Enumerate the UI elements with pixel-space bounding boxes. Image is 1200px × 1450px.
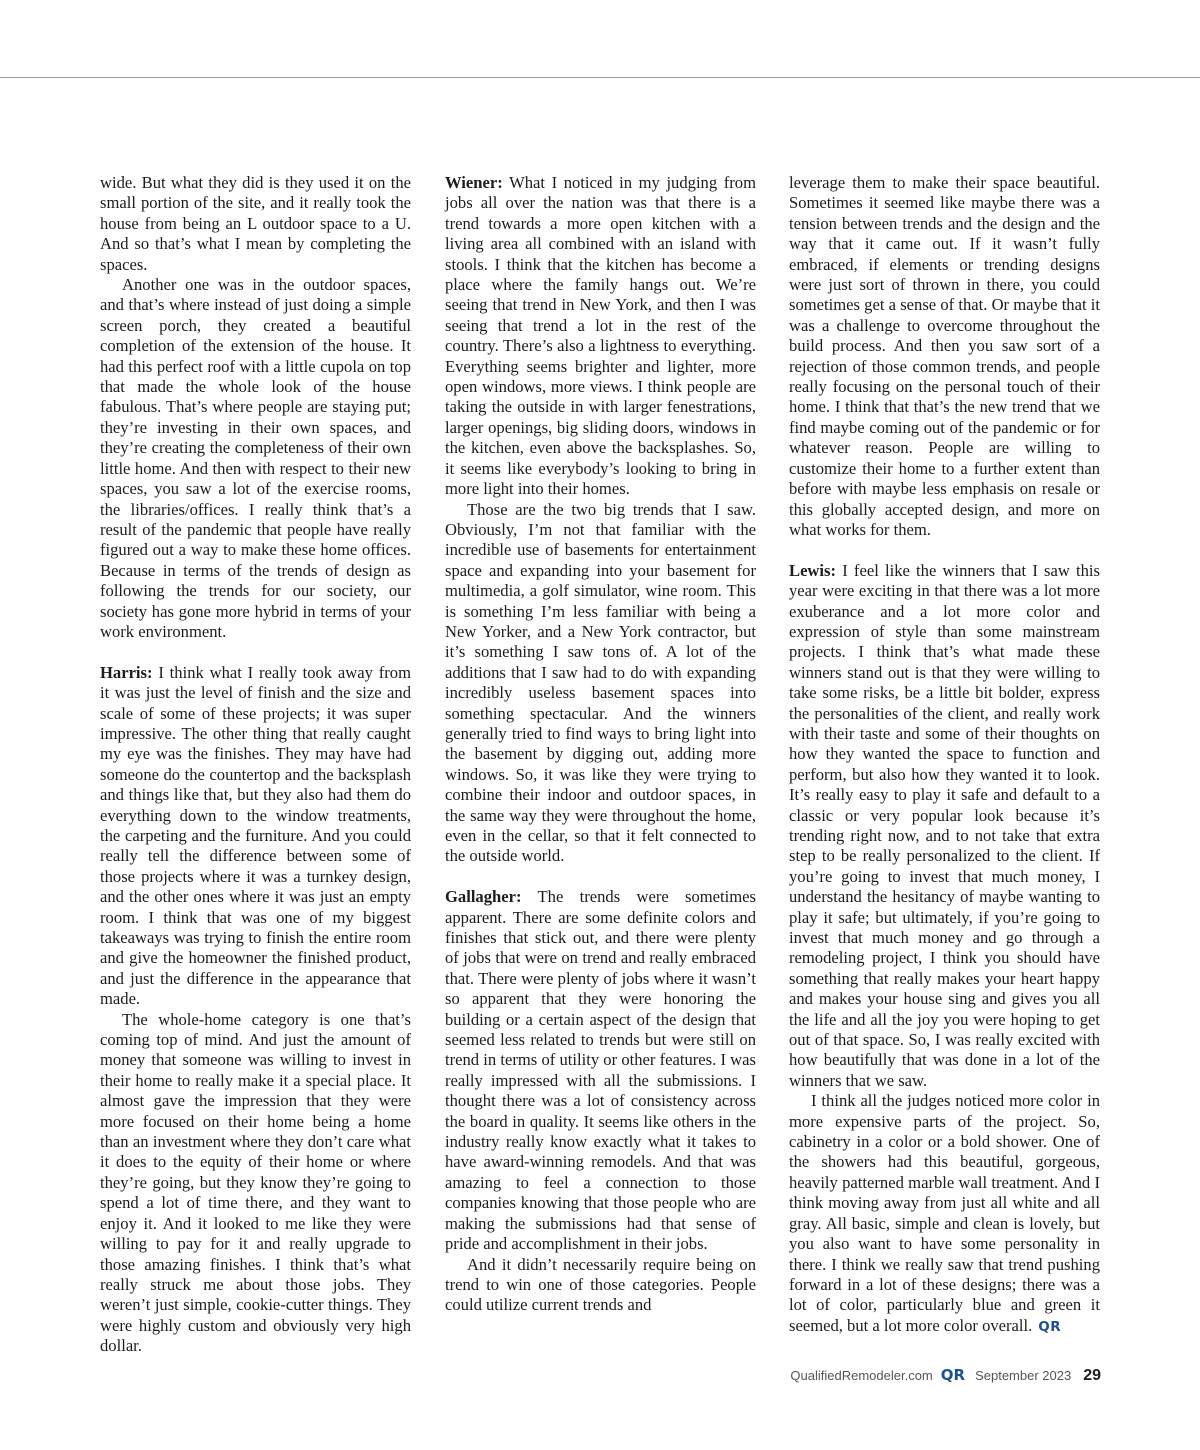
paragraph-wiener	[445, 173, 756, 500]
paragraph: wide. But what they did is they used it on the small portion of the site, and it really took the house from being an L outdoor space to a U. And so that’s what I mean by completing the spaces.	[100, 173, 411, 274]
paragraph: leverage them to make their space beautiful. Sometimes it seemed like maybe there was a tension between trends and the design and the way that it came out. If it wasn’t fully embraced, if elements or trending designs were just sort of thrown in there, you could sometimes get a sense of that. Or maybe that it was a challenge to overcome throughout the build process. And then you saw sort of a rejection of those common trends, and people really focusing on the personal touch of their home. I think that that’s the new trend that we find maybe coming out of the pandemic or for whatever reason. People are willing to customize their home to a further extent than before with maybe less emphasis on resale or this globally accepted design, and more on what works for them.	[789, 173, 1100, 539]
paragraph-gallagher	[445, 887, 756, 1254]
speaker-name: Wiener:	[445, 173, 503, 192]
article-column-2	[445, 173, 756, 1316]
article-column-1	[100, 173, 411, 1357]
paragraph: And it didn’t necessarily require being on trend to win one of those categories. People could utilize current trends and	[445, 1254, 756, 1315]
paragraph-text: I think all the judges noticed more color in more expensive parts of the project. So, cabinetry in a color or a bold shower. One of the showers had this beautiful, gorgeous, heavily patterned marble wall treatment. And I think moving away from just all white and all gray. All basic, simple and clean is lovely, but you also want to have some personality in there. I think we really saw that trend pushing forward in a lot of these designs; there was a lot of color, particularly blue and green it seemed, but a lot more color overall.	[789, 1091, 1100, 1335]
paragraph-text: I think what I really took away from it was just the level of finish and the size and scale of some of these projects; it was super impressive. The other thing that really caught my eye was the finishes. They may have had someone do the countertop and the backsplash and things like that, but they also had them do everything down to the window treatments, the carpeting and the furniture. And you could really tell the difference between some of those projects where it was a turnkey design, and the other ones where it was just an empty room. I think that was one of my biggest takeaways was trying to finish the entire room and give the homeowner the finished product, and just the difference in the appearance that made.	[100, 662, 411, 1009]
paragraph-final	[789, 1091, 1100, 1337]
footer-logo: QR	[940, 1366, 966, 1384]
paragraph-text: What I noticed in my judging from jobs all over the nation was that there is a trend towards a more open kitchen with a living area all combined with an island with stools. I think that the kitchen has become a place where the family hangs out. We’re seeing that trend in New York, and then I was seeing that trend a lot in the rest of the country. There’s also a lightness to everything. Everything seems brighter and lighter, more open windows, more views. I think people are taking the outside in with larger fenestrations, larger openings, big sliding doors, windows in the kitchen, even above the backsplashes. So, it seems like everybody’s looking to bring in more light into their homes.	[445, 173, 756, 499]
page-footer	[790, 1366, 1101, 1385]
speaker-name: Lewis:	[789, 560, 837, 580]
speaker-name: Gallagher:	[445, 887, 522, 907]
footer-site: QualifiedRemodeler.com	[790, 1368, 933, 1383]
speaker-name: Harris:	[100, 662, 153, 682]
paragraph-lewis	[789, 561, 1100, 1092]
paragraph: Those are the two big trends that I saw. Obviously, I’m not that familiar with the incredible use of basements for entertainment space and expanding into your basement for multimedia, a golf simulator, wine room. This is something I’m less familiar with being a New Yorker, and a New York contractor, but it’s something I saw tons of. A lot of the additions that I saw had to do with expanding incredibly useless basement spaces into something spectacular. And the winners generally tried to find ways to bring light into the basement by digging out, adding more windows. So, it was like they were trying to combine their indoor and outdoor spaces, in the same way they were throughout the home, even in the cellar, so that it felt connected to the outside world.	[445, 499, 756, 866]
end-mark-logo: QR	[1038, 1318, 1062, 1335]
page-number: 29	[1083, 1367, 1101, 1384]
paragraph-text: The trends were sometimes apparent. There are some definite colors and finishes that stick out, and there were plenty of jobs that were on trend and really embraced that. There were plenty of jobs where it wasn’t so apparent that they were honoring the building or a certain aspect of the design that seemed less related to trends but were still on trend in terms of utility or other features. I was really impressed with all the submissions. I thought there was a lot of consistency across the board in quality. It seems like others in the industry really know exactly what it takes to have award-winning remodels. And that was amazing to feel a connection to those companies knowing that those people who are making the submissions had that sense of pride and accomplishment in their jobs.	[445, 887, 757, 1254]
paragraph: Another one was in the outdoor spaces, and that’s where instead of just doing a simple screen porch, they created a beautiful completion of the extension of the house. It had this perfect roof with a little cupola on top that made the whole look of the house fabulous. That’s where people are staying put; they’re investing in their own spaces, and they’re creating the completeness of their own little home. And then with respect to their new spaces, you saw a lot of the exercise rooms, the libraries/offices. I really think that’s a result of the pandemic that people have really figured out a way to make these home offices. Because in terms of the trends of design as following the trends for our society, our society has gone more hybrid in terms of your work environment.	[100, 275, 411, 641]
paragraph: The whole-home category is one that’s coming top of mind. And just the amount of money that someone was willing to invest in their home to really make it a special place. It almost gave the impression that they were more focused on their home being a home than an investment where they don’t care what it does to the equity of their home or where they’re going, but they know they’re going to spend a lot of time there, and they want to enjoy it. And it looked to me like they were willing to pay for it and really upgrade to those amazing finishes. I think that’s what really struck me about those jobs. They weren’t just simple, cookie-cutter things. They were highly custom and obviously very high dollar.	[100, 1009, 411, 1356]
paragraph-harris	[100, 663, 411, 1010]
header-rule	[0, 77, 1200, 78]
paragraph-text: I feel like the winners that I saw this year were exciting in that there was a lot more exuberance and a lot more color and expression of style than some mainstream projects. I think that’s what made these winners stand out is that they were willing to take some risks, be a little bit bolder, express the personalities of the client, and really work with their taste and some of their thoughts on how they wanted the space to function and perform, but also how they wanted it to look. It’s really easy to play it safe and default to a classic or very popular look because it’s trending right now, and to not take that extra step to be really personalized to the client. If you’re going to invest that much money, I understand the hesitancy of maybe wanting to play it safe; but ultimately, if you’re going to invest that much money and go through a remodeling project, I think you should have something that really makes your heart happy and makes your house sing and gives you all the life and all the joy you were hoping to get out of that space. So, I was really excited with how beautifully that was done in a lot of the winners that we saw.	[789, 560, 1100, 1090]
footer-date: September 2023	[975, 1368, 1072, 1383]
article-column-3	[789, 173, 1100, 1337]
